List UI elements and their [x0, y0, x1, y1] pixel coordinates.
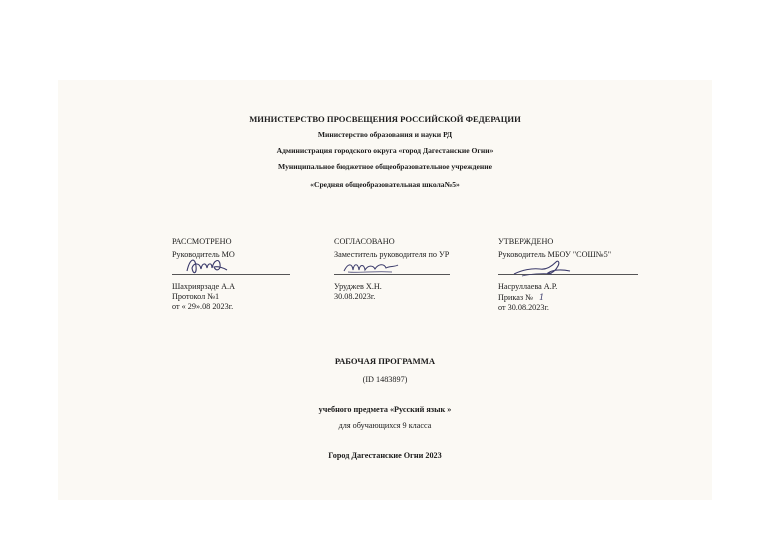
approval-status: УТВЕРЖДЕНО	[498, 237, 554, 246]
approval-signer-name: Уруджев Х.Н.	[334, 282, 382, 291]
handwritten-order-number: 1	[539, 292, 545, 302]
document-page	[58, 80, 712, 500]
program-subject: учебного предмета «Русский язык »	[318, 405, 452, 414]
approval-order	[498, 292, 557, 303]
signature-image	[184, 254, 230, 278]
approval-agreed	[334, 237, 449, 260]
approval-status: СОГЛАСОВАНО	[334, 237, 395, 246]
program-id: (ID 1483897)	[362, 375, 408, 384]
regional-ministry: Министерство образования и науки РД	[317, 130, 453, 139]
approval-protocol: Протокол №1	[172, 292, 220, 301]
ministry-title: МИНИСТЕРСТВО ПРОСВЕЩЕНИЯ РОССИЙСКОЙ ФЕДЕРАЦИИ	[249, 114, 521, 124]
institution-type: Муниципальное бюджетное общеобразовательное учреждение	[278, 162, 492, 171]
program-city-year: Город Дагестанские Огни 2023	[328, 451, 442, 460]
administration: Администрация городского округа «город Дагестанские Огни»	[276, 146, 494, 155]
program-title: РАБОЧАЯ ПРОГРАММА	[334, 356, 436, 366]
approval-reviewed-details	[172, 282, 235, 312]
approval-date: от « 29».08 2023г.	[172, 302, 234, 311]
approval-signer-name: Насруллаева А.Р.	[498, 282, 558, 291]
approval-date: 30.08.2023г.	[334, 292, 376, 301]
signature-image	[512, 256, 572, 282]
approval-date: от 30.08.2023г.	[498, 303, 549, 312]
approval-agreed-details	[334, 282, 382, 302]
approval-role: Руководитель МО	[172, 250, 235, 259]
approval-signer-name: Шахриярзаде А.А	[172, 282, 236, 291]
approval-status: РАССМОТРЕНО	[172, 237, 232, 246]
signature-image	[340, 258, 402, 278]
school-name: «Средняя общеобразовательная школа№5»	[310, 180, 460, 189]
approval-order-label: Приказ №	[498, 293, 533, 302]
approval-role: Заместитель руководителя по УР	[334, 250, 450, 259]
approval-role: Руководитель МБОУ "СОШ№5"	[498, 250, 612, 259]
program-grade: для обучающихся 9 класса	[338, 421, 432, 430]
approval-approved-details	[498, 282, 557, 313]
